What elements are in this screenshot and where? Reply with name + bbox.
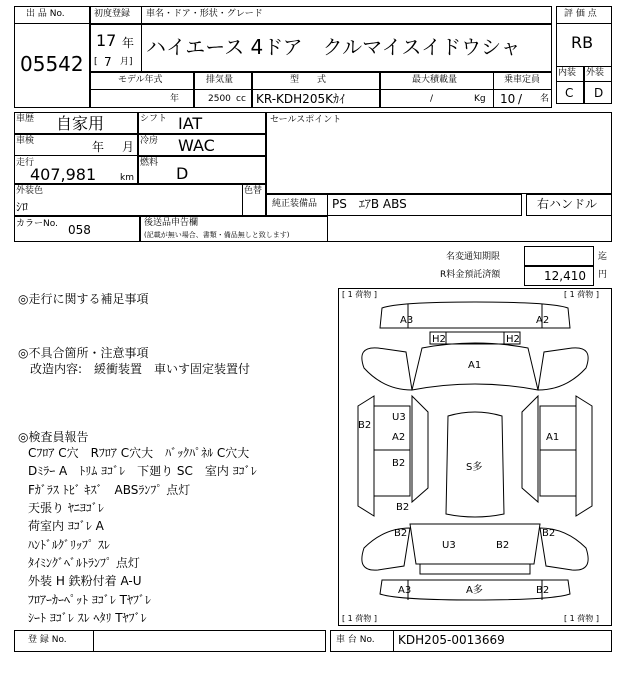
car-name: ハイエース 4ドア クルマイスイドウシャ bbox=[146, 35, 521, 59]
type-label: 型 式 bbox=[290, 75, 327, 85]
reg-no-label: 登 録 No. bbox=[28, 635, 67, 645]
history-label: 車歴 bbox=[16, 114, 35, 124]
car-name-label: 車名・ドア・形状・グレード bbox=[146, 9, 263, 19]
mark-left-b2-front: B2 bbox=[358, 420, 372, 431]
fuel-label: 燃料 bbox=[140, 158, 159, 168]
max-load-value: / bbox=[430, 94, 434, 104]
ext-color-label: 外装色 bbox=[16, 186, 44, 196]
displacement-label: 排気量 bbox=[206, 75, 234, 85]
model-year-unit: 年 bbox=[170, 94, 180, 104]
max-load-label: 最大積載量 bbox=[412, 75, 458, 85]
max-load-unit: Kg bbox=[474, 94, 486, 104]
mark-rear-bumper-left: A3 bbox=[398, 585, 412, 596]
interior-label: 内装 bbox=[558, 68, 577, 78]
mark-left-b2-rear: B2 bbox=[396, 502, 410, 513]
lot-label: 出 品 No. bbox=[26, 9, 65, 19]
first-reg-year-unit: 年 bbox=[122, 36, 135, 50]
month-close: 月] bbox=[120, 57, 133, 67]
recycle-label: R料金預託済額 bbox=[440, 270, 501, 280]
name-change-label: 名変通知期限 bbox=[446, 252, 501, 262]
exterior-grade: D bbox=[594, 86, 604, 100]
mark-front-left-bumper: A3 bbox=[400, 315, 414, 326]
sales-point-label: セールスポイント bbox=[270, 115, 342, 125]
ext-color-cell bbox=[14, 184, 266, 216]
color-no-value: 058 bbox=[68, 223, 91, 237]
inspector-line: ｼｰﾄ ﾖｺﾞﾚ ｽﾚ ﾍﾀﾘ Tﾔﾌﾞﾚ bbox=[28, 611, 147, 625]
mark-right-b2: B2 bbox=[542, 528, 556, 539]
ext-color-value: ｼﾛ bbox=[16, 200, 29, 214]
recycle-amount: 12,410 bbox=[544, 269, 586, 283]
equipment-label: 純正装備品 bbox=[272, 199, 318, 209]
mark-right-a1: A1 bbox=[546, 432, 560, 443]
ac-value: WAC bbox=[178, 136, 215, 155]
inspection-month-unit: 月 bbox=[122, 140, 135, 154]
model-code: KR-KDH205Kｶｲ bbox=[256, 92, 345, 106]
displacement-unit: cc bbox=[236, 94, 246, 104]
chassis-no-value: KDH205-0013669 bbox=[398, 633, 505, 647]
mileage-unit: km bbox=[120, 173, 134, 183]
defects-line: 改造内容: 緩衝装置 車いす固定装置付 bbox=[30, 362, 251, 376]
mark-left-a2: A2 bbox=[392, 432, 406, 443]
history-value: 自家用 bbox=[56, 114, 105, 133]
lot-number: 05542 bbox=[20, 52, 84, 76]
defects-title: ◎不具合箇所・注意事項 bbox=[18, 346, 149, 360]
mark-front-h-left: H2 bbox=[432, 334, 446, 345]
model-year-label: モデル年式 bbox=[118, 75, 163, 85]
ac-label: 冷房 bbox=[140, 136, 159, 146]
name-change-field bbox=[524, 246, 594, 266]
inspector-line: ﾀｲﾐﾝｸﾞﾍﾞﾙﾄﾗﾝﾌﾟ 点灯 bbox=[28, 556, 140, 570]
corner-label-bottom-left: [ 1 荷物 ] bbox=[342, 614, 377, 623]
capacity-value: 10 bbox=[500, 92, 516, 106]
inspector-line: 外装 H 鉄粉付着 A-U bbox=[28, 574, 142, 588]
shift-value: IAT bbox=[178, 114, 203, 133]
recycle-unit: 円 bbox=[598, 270, 608, 280]
capacity-unit: 名 bbox=[540, 94, 550, 104]
mileage-label: 走行 bbox=[16, 158, 35, 168]
handle-value: 右ハンドル bbox=[537, 197, 598, 211]
capacity-sep: / bbox=[518, 92, 523, 106]
score-label: 評 価 点 bbox=[564, 9, 597, 19]
mark-rear-bumper-center: A多 bbox=[466, 585, 483, 596]
shift-label: シフト bbox=[140, 114, 168, 124]
color-no-label: カラーNo. bbox=[16, 219, 58, 229]
corner-label-bottom-right: [ 1 荷物 ] bbox=[564, 614, 599, 623]
corner-label-top-left: [ 1 荷物 ] bbox=[342, 290, 377, 299]
mileage-value: 407,981 bbox=[30, 165, 97, 184]
fuel-value: D bbox=[176, 164, 189, 183]
first-reg-year: 17 bbox=[96, 31, 117, 50]
name-change-unit: 迄 bbox=[598, 252, 608, 262]
inspection-label: 車検 bbox=[16, 136, 35, 146]
inspector-line: 荷室内 ﾖｺﾞﾚ A bbox=[28, 519, 104, 533]
inspector-line: 天張り ﾔﾆﾖｺﾞﾚ bbox=[28, 501, 104, 515]
driving-notes-title: ◎走行に関する補足事項 bbox=[18, 292, 149, 306]
mark-front-right-bumper: A2 bbox=[536, 315, 550, 326]
equipment-value: PS ｴｱB ABS bbox=[332, 197, 407, 211]
mark-rear-u3: U3 bbox=[442, 540, 456, 551]
capacity-label: 乗車定員 bbox=[504, 75, 541, 85]
exterior-label: 外装 bbox=[586, 68, 605, 78]
aftermarket-note: (記載が無い場合、書類・備品無しと致します) bbox=[144, 231, 290, 239]
mark-left-b2-lower: B2 bbox=[394, 528, 408, 539]
aftermarket-label: 後送品申告欄 bbox=[144, 218, 199, 228]
chassis-no-label: 車 台 No. bbox=[336, 635, 375, 645]
inspector-line: Cﾌﾛｱ C穴 Rﾌﾛｱ C穴大 ﾊﾞｯｸﾊﾟﾈﾙ C穴大 bbox=[28, 446, 250, 460]
mark-front-h-right: H2 bbox=[506, 334, 520, 345]
mark-rear-b2: B2 bbox=[496, 540, 510, 551]
displacement-value: 2500 bbox=[208, 94, 231, 104]
mark-hood: A1 bbox=[468, 360, 482, 371]
inspector-line: ﾌﾛｱｰｶｰﾍﾟｯﾄ ﾖｺﾞﾚ Tﾔﾌﾞﾚ bbox=[28, 593, 151, 607]
inspector-line: ﾊﾝﾄﾞﾙｸﾞﾘｯﾌﾟ ｽﾚ bbox=[28, 538, 110, 552]
mark-left-u3: U3 bbox=[392, 412, 406, 423]
first-reg-month: 7 bbox=[104, 55, 112, 69]
score-value: RB bbox=[571, 33, 594, 52]
mark-left-b2-mid: B2 bbox=[392, 458, 406, 469]
mark-roof: S多 bbox=[466, 462, 483, 473]
corner-label-top-right: [ 1 荷物 ] bbox=[564, 290, 599, 299]
mark-rear-bumper-right: B2 bbox=[536, 585, 550, 596]
interior-grade: C bbox=[565, 86, 574, 100]
inspection-year-unit: 年 bbox=[92, 140, 105, 154]
month-open: [ bbox=[94, 57, 98, 67]
inspector-title: ◎検査員報告 bbox=[18, 430, 89, 444]
damage-diagram bbox=[338, 288, 612, 626]
color-change-label: 色替 bbox=[244, 186, 263, 196]
inspector-line: Dﾐﾗｰ A ﾄﾘﾑ ﾖｺﾞﾚ 下廻り SC 室内 ﾖｺﾞﾚ bbox=[28, 464, 257, 478]
first-reg-label: 初度登録 bbox=[94, 9, 131, 19]
inspector-line: Fｶﾞﾗｽ ﾄﾋﾞ ｷｽﾞ ABSﾗﾝﾌﾟ 点灯 bbox=[28, 483, 191, 497]
